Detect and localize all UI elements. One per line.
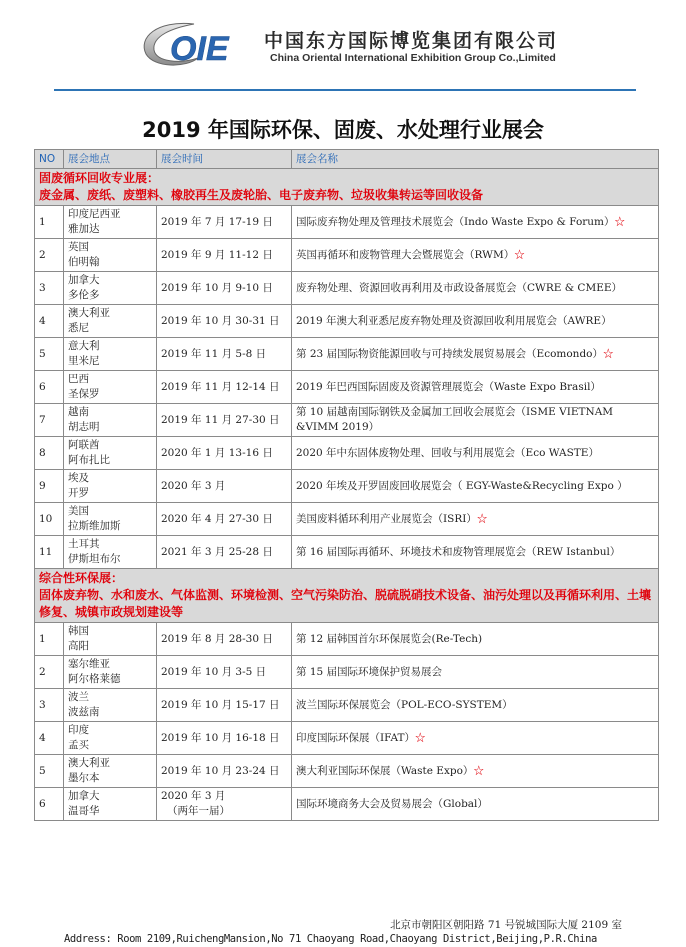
header-location: 展会地点: [64, 150, 157, 169]
exhibition-name: 第 12 届韩国首尔环保展览会(Re-Tech): [296, 632, 483, 645]
date-text: 2020 年 3 月: [161, 479, 226, 492]
location-country: 阿联酋: [68, 439, 100, 451]
date-text: 2020 年 3 月: [161, 790, 226, 802]
company-logo-icon: [136, 18, 254, 70]
location-city: 开罗: [68, 487, 89, 499]
row-location: [64, 338, 157, 371]
date-text: 2019 年 11 月 5-8 日: [161, 347, 267, 360]
date-note: （两年一届）: [167, 805, 230, 817]
location-country: 加拿大: [68, 790, 100, 802]
table-row: [35, 371, 659, 404]
section-header-cell: [35, 569, 659, 623]
row-location: [64, 656, 157, 689]
exhibition-name: 澳大利亚国际环保展（Waste Expo）: [296, 764, 474, 777]
exhibition-name: 第 16 届国际再循环、环境技术和废物管理展览会（REW Istanbul）: [296, 545, 621, 558]
company-name-en: China Oriental International Exhibition Group Co.,Limited: [270, 52, 556, 64]
row-name: [292, 755, 659, 788]
row-location: [64, 536, 157, 569]
row-location: [64, 503, 157, 536]
letterhead: [0, 0, 686, 92]
row-location: [64, 206, 157, 239]
location-country: 埃及: [68, 472, 89, 484]
section-header-row: [35, 569, 659, 623]
table-row: [35, 272, 659, 305]
header-date: 展会时间: [157, 150, 292, 169]
date-text: 2019 年 8 月 28-30 日: [161, 632, 273, 645]
section-subtitle: 废金属、废纸、废塑料、橡胶再生及废轮胎、电子废弃物、垃圾收集转运等回收设备: [39, 188, 484, 202]
exhibition-name: 第 15 届国际环境保护贸易展会: [296, 665, 443, 678]
location-city: 雅加达: [68, 223, 100, 235]
exhibition-name: 2020 年中东固体废物处理、回收与利用展览会（Eco WASTE）: [296, 446, 599, 459]
location-city: 伊斯坦布尔: [68, 553, 121, 565]
table-row: [35, 239, 659, 272]
row-name: [292, 722, 659, 755]
location-city: 悉尼: [68, 322, 89, 334]
location-city: 孟买: [68, 739, 89, 751]
row-name: [292, 689, 659, 722]
location-city: 温哥华: [68, 805, 100, 817]
location-country: 波兰: [68, 691, 89, 703]
date-text: 2019 年 11 月 12-14 日: [161, 380, 280, 393]
location-city: 伯明翰: [68, 256, 100, 268]
row-location: [64, 404, 157, 437]
location-country: 韩国: [68, 625, 89, 637]
row-date: [157, 623, 292, 656]
row-no: 7: [35, 404, 64, 437]
exhibition-name: 废弃物处理、资源回收再利用及市政设备展览会（CWRE & CMEE）: [296, 281, 623, 294]
row-no: 1: [35, 623, 64, 656]
row-date: [157, 503, 292, 536]
row-name: [292, 788, 659, 821]
row-name: [292, 536, 659, 569]
section-header-cell: [35, 169, 659, 206]
table-row: [35, 788, 659, 821]
table-row: [35, 206, 659, 239]
row-date: [157, 755, 292, 788]
row-date: [157, 404, 292, 437]
table-header-row: [35, 150, 659, 169]
star-icon: ☆: [514, 248, 525, 261]
date-text: 2019 年 9 月 11-12 日: [161, 248, 273, 261]
row-no: 5: [35, 755, 64, 788]
location-city: 波兹南: [68, 706, 100, 718]
row-location: [64, 305, 157, 338]
row-date: [157, 305, 292, 338]
row-no: 8: [35, 437, 64, 470]
row-date: [157, 206, 292, 239]
location-country: 越南: [68, 406, 89, 418]
date-text: 2019 年 11 月 27-30 日: [161, 413, 280, 426]
row-location: [64, 788, 157, 821]
star-icon: ☆: [415, 731, 426, 744]
exhibition-name: 印度国际环保展（IFAT）: [296, 731, 416, 744]
location-city: 阿布扎比: [68, 454, 110, 466]
row-date: [157, 437, 292, 470]
date-text: 2021 年 3 月 25-28 日: [161, 545, 273, 558]
table-row: [35, 338, 659, 371]
date-text: 2019 年 10 月 23-24 日: [161, 764, 280, 777]
company-name-cn: 中国东方国际博览集团有限公司: [264, 30, 559, 52]
section-subtitle: 固体废弃物、水和废水、气体监测、环境检测、空气污染防治、脱硫脱硝技术设备、油污处理以及再循环利用、土壤修复、城镇市政规划建设等: [39, 588, 652, 619]
row-no: 4: [35, 305, 64, 338]
location-country: 英国: [68, 241, 89, 253]
row-location: [64, 623, 157, 656]
row-no: 4: [35, 722, 64, 755]
row-no: 2: [35, 656, 64, 689]
star-icon: ☆: [476, 512, 488, 525]
table-row: [35, 470, 659, 503]
row-name: [292, 503, 659, 536]
row-date: [157, 338, 292, 371]
exhibition-name: 2020 年埃及开罗固废回收展览会（ EGY-Waste&Recycling Expo ）: [296, 479, 628, 492]
location-country: 澳大利亚: [68, 307, 110, 319]
row-date: [157, 536, 292, 569]
row-no: 9: [35, 470, 64, 503]
location-country: 加拿大: [68, 274, 100, 286]
row-location: [64, 722, 157, 755]
star-icon: ☆: [603, 347, 614, 360]
row-date: [157, 272, 292, 305]
date-text: 2019 年 10 月 30-31 日: [161, 314, 280, 327]
table-row: [35, 536, 659, 569]
exhibition-name: 国际废弃物处理及管理技术展览会（Indo Waste Expo & Forum）: [296, 215, 615, 228]
section-header-row: [35, 169, 659, 206]
exhibition-name: 国际环境商务大会及贸易展会（Global）: [296, 797, 488, 810]
row-date: [157, 656, 292, 689]
logo-wordmark: OIE: [170, 30, 229, 68]
date-text: 2020 年 1 月 13-16 日: [161, 446, 273, 459]
row-no: 2: [35, 239, 64, 272]
table-row: [35, 689, 659, 722]
location-city: 胡志明: [68, 421, 100, 433]
row-location: [64, 239, 157, 272]
row-name: [292, 656, 659, 689]
row-location: [64, 371, 157, 404]
row-no: 3: [35, 272, 64, 305]
location-city: 阿尔格莱德: [68, 673, 121, 685]
location-city: 多伦多: [68, 289, 100, 301]
row-name: [292, 305, 659, 338]
exhibition-name: 第 23 届国际物资能源回收与可持续发展贸易展会（Ecomondo）: [296, 347, 603, 360]
exhibition-name: 第 10 届越南国际钢铁及金属加工回收会展览会（ISME VIETNAM &VIMM 2019）: [296, 406, 614, 433]
header-divider: [54, 89, 636, 91]
row-no: 10: [35, 503, 64, 536]
row-no: 5: [35, 338, 64, 371]
table-row: [35, 305, 659, 338]
table-row: [35, 722, 659, 755]
row-date: [157, 371, 292, 404]
location-country: 印度: [68, 724, 89, 736]
row-name: [292, 338, 659, 371]
row-no: 6: [35, 788, 64, 821]
address-cn: 北京市朝阳区朝阳路 71 号锐城国际大厦 2109 室: [390, 919, 622, 931]
star-icon: ☆: [614, 215, 626, 228]
row-name: [292, 371, 659, 404]
location-city: 里米尼: [68, 355, 100, 367]
star-icon: ☆: [473, 764, 484, 777]
date-text: 2019 年 10 月 15-17 日: [161, 698, 280, 711]
date-text: 2019 年 7 月 17-19 日: [161, 215, 273, 228]
row-name: [292, 239, 659, 272]
row-date: [157, 239, 292, 272]
row-location: [64, 272, 157, 305]
row-name: [292, 272, 659, 305]
row-location: [64, 689, 157, 722]
row-location: [64, 470, 157, 503]
row-location: [64, 755, 157, 788]
row-date: [157, 689, 292, 722]
table-row: [35, 623, 659, 656]
row-no: 11: [35, 536, 64, 569]
exhibition-name: 2019 年澳大利亚悉尼废弃物处理及资源回收利用展览会（AWRE）: [296, 314, 612, 327]
table-row: [35, 503, 659, 536]
row-date: [157, 470, 292, 503]
location-city: 拉斯维加斯: [68, 520, 121, 532]
location-country: 意大利: [68, 340, 100, 352]
address-en: Address: Room 2109,RuichengMansion,No 71 Chaoyang Road,Chaoyang District,Beijing,P.R.China: [64, 933, 597, 945]
row-name: [292, 623, 659, 656]
row-no: 3: [35, 689, 64, 722]
exhibition-name: 英国再循环和废物管理大会暨展览会（RWM）: [296, 248, 515, 261]
section-title: 固废循环回收专业展：: [39, 171, 160, 185]
row-name: [292, 470, 659, 503]
row-no: 6: [35, 371, 64, 404]
location-country: 澳大利亚: [68, 757, 110, 769]
location-country: 塞尔维亚: [68, 658, 110, 670]
table-row: [35, 437, 659, 470]
row-date: [157, 788, 292, 821]
table-row: [35, 755, 659, 788]
date-text: 2019 年 10 月 3-5 日: [161, 665, 267, 678]
exhibition-name: 波兰国际环保展览会（POL-ECO-SYSTEM）: [296, 698, 513, 711]
exhibition-name: 美国废料循环利用产业展览会（ISRI）: [296, 512, 477, 525]
table-row: [35, 656, 659, 689]
location-country: 巴西: [68, 373, 89, 385]
location-city: 墨尔本: [68, 772, 100, 784]
location-country: 美国: [68, 505, 89, 517]
page-title: 2019 年国际环保、固废、水处理行业展会: [142, 118, 544, 142]
date-text: 2020 年 4 月 27-30 日: [161, 512, 273, 525]
header-name: 展会名称: [292, 150, 659, 169]
exhibition-table: [34, 149, 659, 821]
row-name: [292, 437, 659, 470]
location-country: 印度尼西亚: [68, 208, 121, 220]
section-title: 综合性环保展：: [39, 571, 124, 585]
header-no: NO: [35, 150, 64, 169]
date-text: 2019 年 10 月 9-10 日: [161, 281, 273, 294]
location-city: 高阳: [68, 640, 89, 652]
date-text: 2019 年 10 月 16-18 日: [161, 731, 280, 744]
table-row: [35, 404, 659, 437]
row-date: [157, 722, 292, 755]
location-country: 土耳其: [68, 538, 100, 550]
row-no: 1: [35, 206, 64, 239]
location-city: 圣保罗: [68, 388, 100, 400]
row-location: [64, 437, 157, 470]
row-name: [292, 404, 659, 437]
row-name: [292, 206, 659, 239]
exhibition-name: 2019 年巴西国际固废及资源管理展览会（Waste Expo Brasil）: [296, 380, 601, 393]
